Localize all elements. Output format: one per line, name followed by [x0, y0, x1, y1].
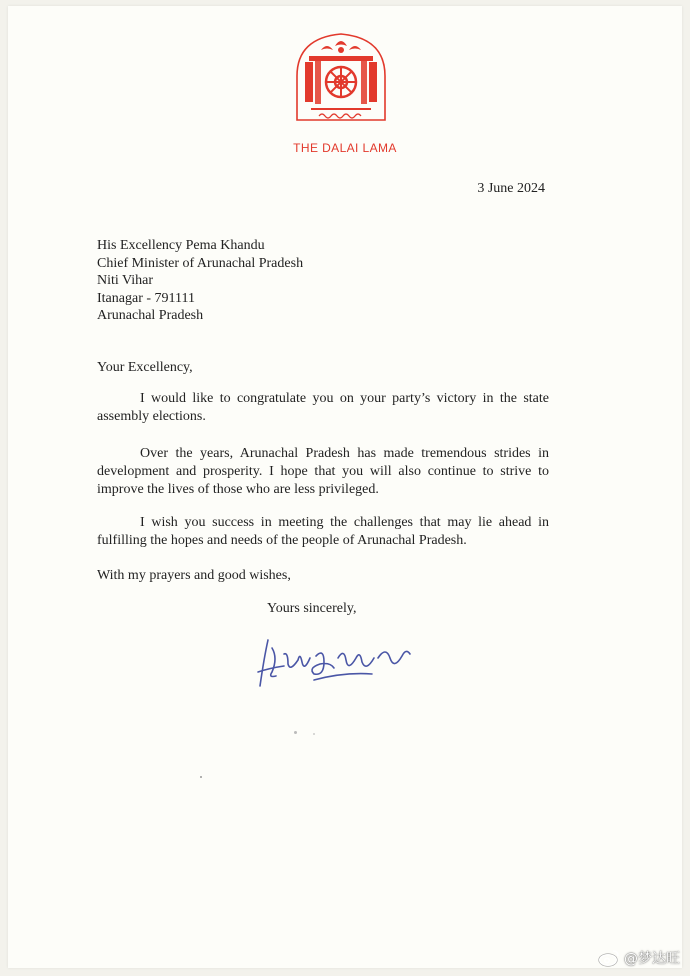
- body-paragraph: Over the years, Arunachal Pradesh has made tremendous strides in development and prosperity. I hope that you will also continue to strive to improve the lives of those who are less privileged.: [97, 446, 549, 497]
- address-line: Chief Minister of Arunachal Pradesh: [97, 255, 304, 271]
- address-line: Itanagar - 791111: [97, 290, 195, 306]
- body-paragraph: I would like to congratulate you on your party’s victory in the state assembly elections.: [97, 391, 549, 424]
- scan-speck: [313, 733, 315, 735]
- address-line: Niti Vihar: [97, 273, 154, 288]
- scan-speck: [200, 776, 202, 778]
- closing-line: Yours sincerely,: [267, 601, 357, 616]
- prayers-line: With my prayers and good wishes,: [97, 568, 291, 583]
- organization-name: THE DALAI LAMA: [293, 141, 397, 155]
- dalai-lama-seal-icon: [291, 28, 391, 126]
- weibo-icon: [598, 949, 620, 967]
- body-paragraph: I wish you success in meeting the challenges that may lie ahead in fulfilling the hopes and needs of the people of Arunachal Pradesh.: [97, 515, 549, 548]
- recipient-address: [97, 237, 303, 325]
- salutation: Your Excellency,: [97, 360, 193, 375]
- weibo-watermark: [598, 948, 680, 968]
- watermark-text: @梦达旺: [624, 951, 680, 967]
- scan-speck: [294, 731, 297, 734]
- handwritten-signature-icon: [254, 628, 419, 696]
- address-line: Arunachal Pradesh: [97, 308, 204, 323]
- address-line: His Excellency Pema Khandu: [97, 238, 265, 253]
- letter-date: 3 June 2024: [477, 181, 545, 196]
